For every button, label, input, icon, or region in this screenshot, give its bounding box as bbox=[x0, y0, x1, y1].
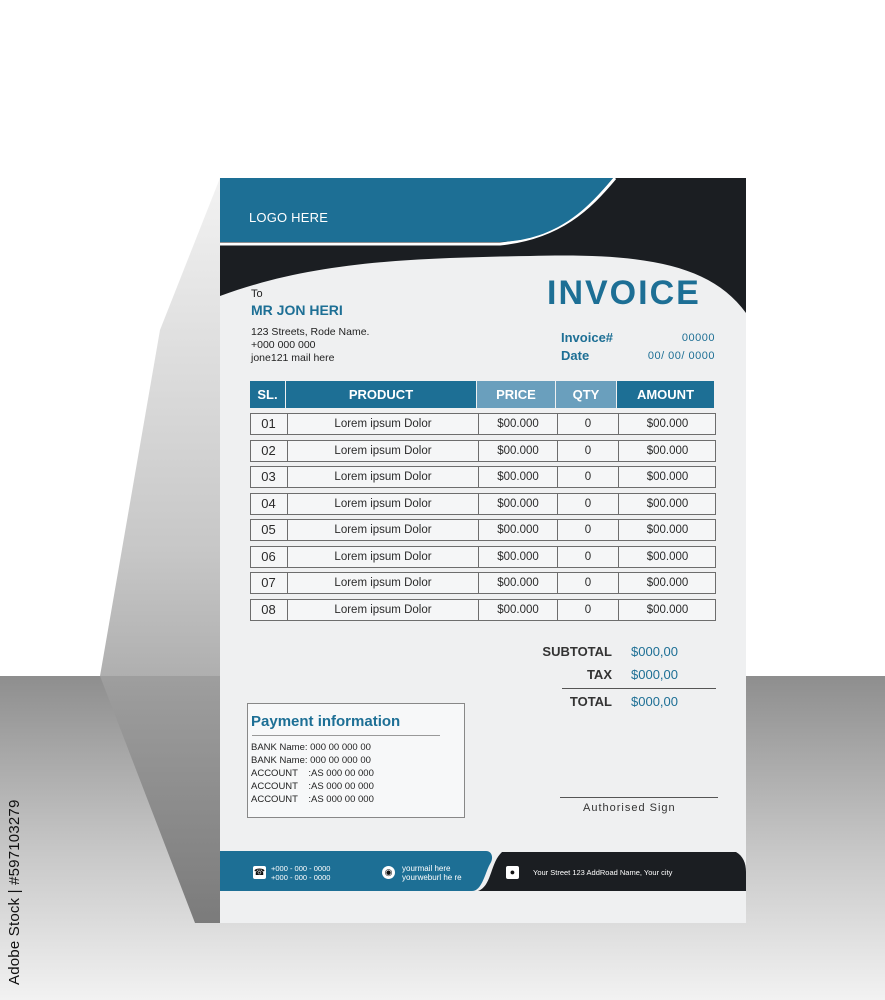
row-qty: 0 bbox=[557, 441, 618, 461]
table-row bbox=[250, 572, 716, 594]
table-row bbox=[250, 519, 716, 541]
footer-website: yourweburl he re bbox=[402, 873, 462, 882]
total-label: TOTAL bbox=[569, 694, 612, 709]
row-price: $00.000 bbox=[478, 494, 557, 514]
to-label: To bbox=[251, 288, 263, 300]
invoice-title: INVOICE bbox=[547, 274, 701, 312]
bank-name-line: BANK Name: 000 00 000 00 bbox=[251, 755, 371, 766]
authorised-sign-label: Authorised Sign bbox=[583, 802, 676, 814]
row-price: $00.000 bbox=[478, 547, 557, 567]
header-qty: QTY bbox=[556, 381, 616, 408]
row-qty: 0 bbox=[557, 573, 618, 593]
table-row bbox=[250, 599, 716, 621]
account-line: ACCOUNT :AS 000 00 000 bbox=[251, 781, 374, 792]
invoice-sheet bbox=[220, 178, 746, 923]
row-qty: 0 bbox=[557, 520, 618, 540]
table-row bbox=[250, 493, 716, 515]
row-qty: 0 bbox=[557, 494, 618, 514]
account-line: ACCOUNT :AS 000 00 000 bbox=[251, 768, 374, 779]
row-amount: $00.000 bbox=[618, 600, 716, 620]
header-price: PRICE bbox=[477, 381, 555, 408]
signature-line bbox=[560, 797, 718, 798]
phone-icon: ☎ bbox=[253, 867, 266, 877]
row-qty: 0 bbox=[557, 467, 618, 487]
bank-name-line: BANK Name: 000 00 000 00 bbox=[251, 742, 371, 753]
invoice-number-label: Invoice# bbox=[561, 330, 614, 345]
row-qty: 0 bbox=[557, 414, 618, 434]
row-amount: $00.000 bbox=[618, 414, 716, 434]
location-pin-icon: ● bbox=[506, 866, 519, 879]
row-price: $00.000 bbox=[478, 414, 557, 434]
row-sl: 04 bbox=[261, 495, 276, 511]
email-line: jone121 mail here bbox=[251, 352, 335, 364]
invoice-number-value: 00000 bbox=[681, 332, 715, 344]
row-sl: 07 bbox=[261, 575, 276, 590]
row-sl: 01 bbox=[261, 416, 276, 431]
header-product: PRODUCT bbox=[286, 381, 476, 408]
row-sl: 08 bbox=[261, 601, 276, 617]
footer-address: Your Street 123 AddRoad Name, Your city bbox=[533, 868, 673, 877]
header-amount: AMOUNT bbox=[617, 381, 714, 408]
row-product: Lorem ipsum Dolor bbox=[287, 441, 478, 461]
row-product: Lorem ipsum Dolor bbox=[287, 600, 478, 620]
footer-web bbox=[402, 864, 462, 882]
row-price: $00.000 bbox=[478, 573, 557, 593]
row-qty: 0 bbox=[557, 547, 618, 567]
row-product: Lorem ipsum Dolor bbox=[287, 494, 478, 514]
row-amount: $00.000 bbox=[618, 520, 716, 540]
row-sl: 05 bbox=[261, 522, 276, 537]
phone-line: +000 000 000 bbox=[251, 339, 316, 351]
table-row bbox=[250, 466, 716, 488]
row-amount: $00.000 bbox=[618, 547, 716, 567]
row-amount: $00.000 bbox=[618, 441, 716, 461]
row-product: Lorem ipsum Dolor bbox=[287, 467, 478, 487]
row-price: $00.000 bbox=[478, 467, 557, 487]
header-sl: SL. bbox=[250, 381, 285, 408]
subtotal-label: SUBTOTAL bbox=[542, 644, 612, 659]
row-price: $00.000 bbox=[478, 600, 557, 620]
footer-phone-2: +000 - 000 - 0000 bbox=[271, 873, 331, 882]
tax-value: $000,00 bbox=[631, 667, 678, 682]
table-row bbox=[250, 546, 716, 568]
totals-divider bbox=[562, 688, 716, 689]
stock-watermark: Adobe Stock | #597103279 bbox=[6, 799, 23, 985]
row-product: Lorem ipsum Dolor bbox=[287, 520, 478, 540]
row-product: Lorem ipsum Dolor bbox=[287, 414, 478, 434]
row-amount: $00.000 bbox=[618, 467, 716, 487]
payment-info-box bbox=[247, 703, 465, 818]
table-row bbox=[250, 413, 716, 435]
client-name: MR JON HERI bbox=[251, 302, 343, 318]
date-value: 00/ 00/ 0000 bbox=[647, 350, 715, 362]
footer-email: yourmail here bbox=[402, 864, 451, 873]
subtotal-value: $000,00 bbox=[631, 644, 678, 659]
payment-title: Payment information bbox=[251, 713, 401, 730]
globe-icon: ◉ bbox=[382, 866, 395, 879]
row-amount: $00.000 bbox=[618, 494, 716, 514]
payment-divider bbox=[252, 735, 440, 736]
address-line: 123 Streets, Rode Name. bbox=[251, 326, 370, 338]
table-row bbox=[250, 440, 716, 462]
row-sl: 02 bbox=[261, 442, 276, 458]
footer-phones bbox=[271, 864, 330, 882]
row-sl: 03 bbox=[261, 469, 276, 484]
total-value: $000,00 bbox=[631, 694, 678, 709]
row-sl: 06 bbox=[261, 548, 276, 564]
date-label: Date bbox=[561, 348, 590, 363]
footer-phone-1: +000 - 000 - 0000 bbox=[271, 864, 331, 873]
account-line: ACCOUNT :AS 000 00 000 bbox=[251, 794, 374, 805]
client-address bbox=[251, 326, 369, 365]
row-price: $00.000 bbox=[478, 441, 557, 461]
row-qty: 0 bbox=[557, 600, 618, 620]
row-price: $00.000 bbox=[478, 520, 557, 540]
logo-text: LOGO HERE bbox=[249, 210, 329, 225]
row-product: Lorem ipsum Dolor bbox=[287, 547, 478, 567]
row-product: Lorem ipsum Dolor bbox=[287, 573, 478, 593]
row-amount: $00.000 bbox=[618, 573, 716, 593]
tax-label: TAX bbox=[586, 667, 612, 682]
